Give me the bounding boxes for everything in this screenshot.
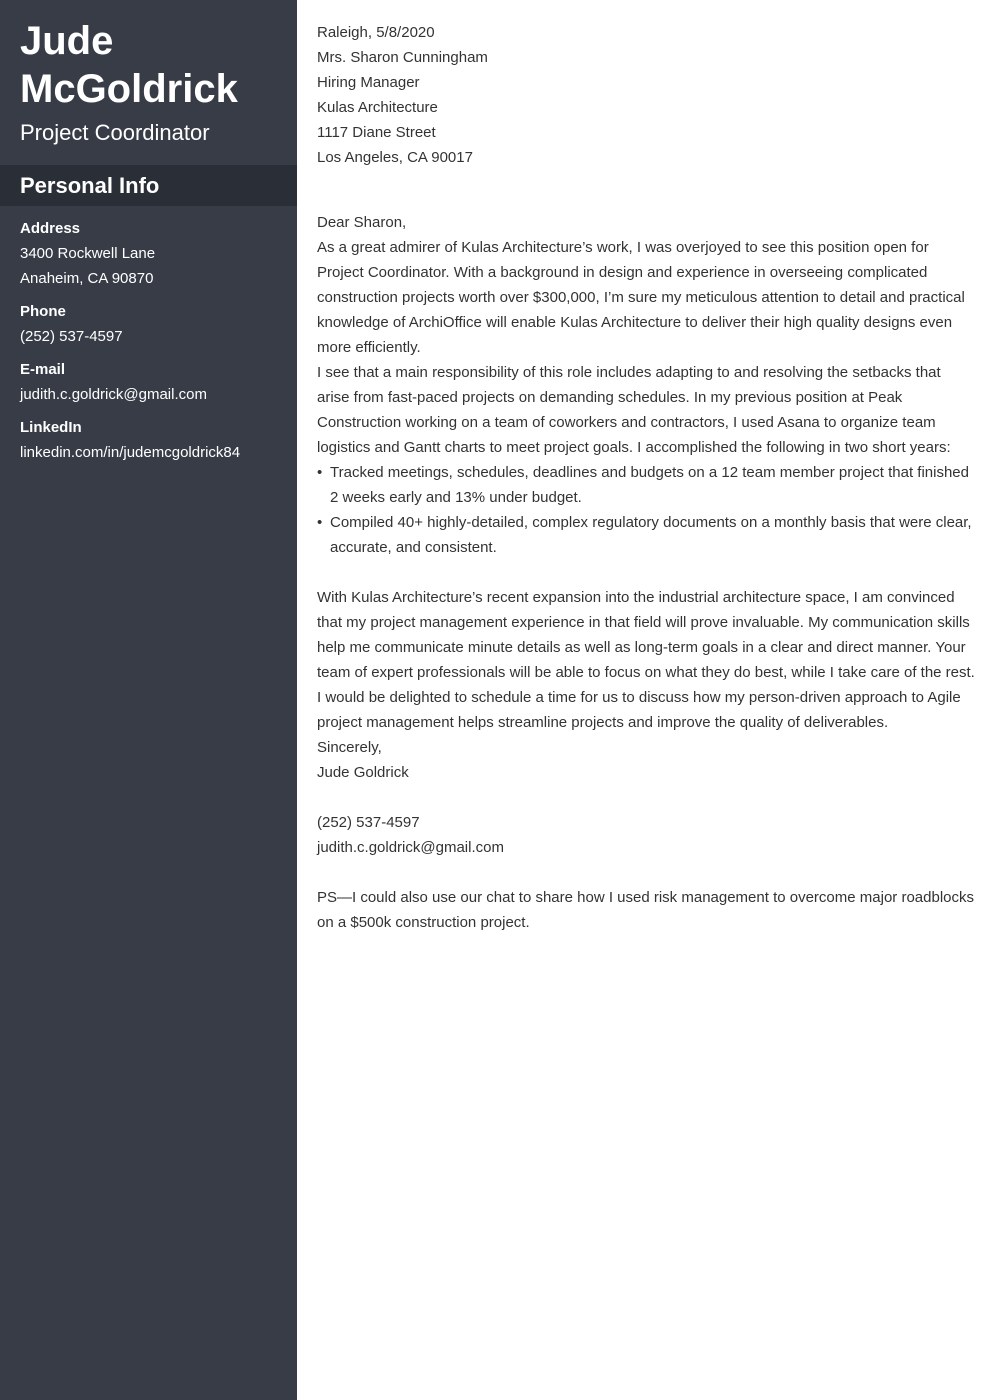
paragraph-experience: I see that a main responsibility of this role includes adapting to and resolving the setbacks that arise from fast-paced projects on demanding schedules. In my previous position at Peak Construction working on a team of coworkers and contractors, I used Asana to organize team logistics and Gantt charts to meet project goals. I accomplished the following in two short years: bbox=[317, 364, 951, 456]
info-label: Phone bbox=[20, 303, 66, 320]
cover-letter-body bbox=[317, 20, 977, 935]
info-label: LinkedIn bbox=[20, 419, 82, 436]
list-item: • Tracked meetings, schedules, deadlines and budgets on a 12 team member project that finished 2 weeks early and 13% under budget. bbox=[317, 460, 977, 510]
section-title: Personal Info bbox=[20, 173, 160, 198]
info-label: Address bbox=[20, 220, 81, 237]
address-line-2: Anaheim, CA 90870 bbox=[20, 270, 154, 287]
postscript: PS—I could also use our chat to share how I used risk management to overcome major roadblocks on a $500k construction project. bbox=[317, 889, 974, 931]
date-line: Raleigh, 5/8/2020 bbox=[317, 24, 435, 41]
signoff-block bbox=[317, 735, 977, 785]
info-label: E-mail bbox=[20, 361, 66, 378]
paragraph-intro: As a great admirer of Kulas Architecture’s work, I was overjoyed to see this position open for Project Coordinator. With a background in design and experience in overseeing complicated construction projects worth over $300,000, I’m sure my meticulous attention to detail and practical knowledge of ArchiOffice will enable Kulas Architecture to deliver their high quality designs even more efficiently. bbox=[317, 239, 965, 356]
paragraph-value: With Kulas Architecture’s recent expansion into the industrial architecture space, I am convinced that my project management experience in that field will prove invaluable. My communication skills help me communicate minute details as well as long-term goals in a clear and direct manner. Your team of expert professionals will be able to focus on what they do best, while I take care of the rest. bbox=[317, 589, 975, 681]
recipient-name: Mrs. Sharon Cunningham bbox=[317, 49, 488, 66]
list-item: • Compiled 40+ highly-detailed, complex regulatory documents on a monthly basis that were clear, accurate, and consistent. bbox=[317, 510, 977, 560]
paragraph-call-to-action: I would be delighted to schedule a time for us to discuss how my person-driven approach to Agile project management helps streamline projects and improve the quality of deliverables. bbox=[317, 689, 961, 731]
achievement-list bbox=[317, 460, 977, 560]
salutation: Dear Sharon, bbox=[317, 214, 407, 231]
phone-value: (252) 537-4597 bbox=[20, 328, 123, 345]
address-line-1: 3400 Rockwell Lane bbox=[20, 245, 156, 262]
recipient-title: Hiring Manager bbox=[317, 74, 420, 91]
recipient-city: Los Angeles, CA 90017 bbox=[317, 149, 473, 166]
info-address bbox=[20, 216, 290, 291]
info-phone bbox=[20, 299, 290, 349]
sidebar bbox=[0, 0, 297, 1400]
candidate-name: Jude McGoldrick bbox=[20, 19, 238, 111]
contact-phone: (252) 537-4597 bbox=[317, 814, 420, 831]
email-value: judith.c.goldrick@gmail.com bbox=[20, 386, 207, 403]
sidebar-header bbox=[0, 0, 297, 165]
recipient-block bbox=[317, 45, 977, 170]
signature: Jude Goldrick bbox=[317, 764, 409, 781]
contact-email: judith.c.goldrick@gmail.com bbox=[317, 839, 504, 856]
personal-info-list bbox=[20, 216, 290, 473]
recipient-street: 1117 Diane Street bbox=[317, 124, 436, 141]
linkedin-value: linkedin.com/in/judemcgoldrick84 bbox=[20, 444, 241, 461]
info-linkedin bbox=[20, 415, 290, 465]
job-title: Project Coordinator bbox=[20, 120, 210, 145]
personal-info-section-header bbox=[0, 165, 297, 206]
closing: Sincerely, bbox=[317, 739, 382, 756]
contact-block bbox=[317, 810, 977, 860]
recipient-company: Kulas Architecture bbox=[317, 99, 438, 116]
info-email bbox=[20, 357, 290, 407]
